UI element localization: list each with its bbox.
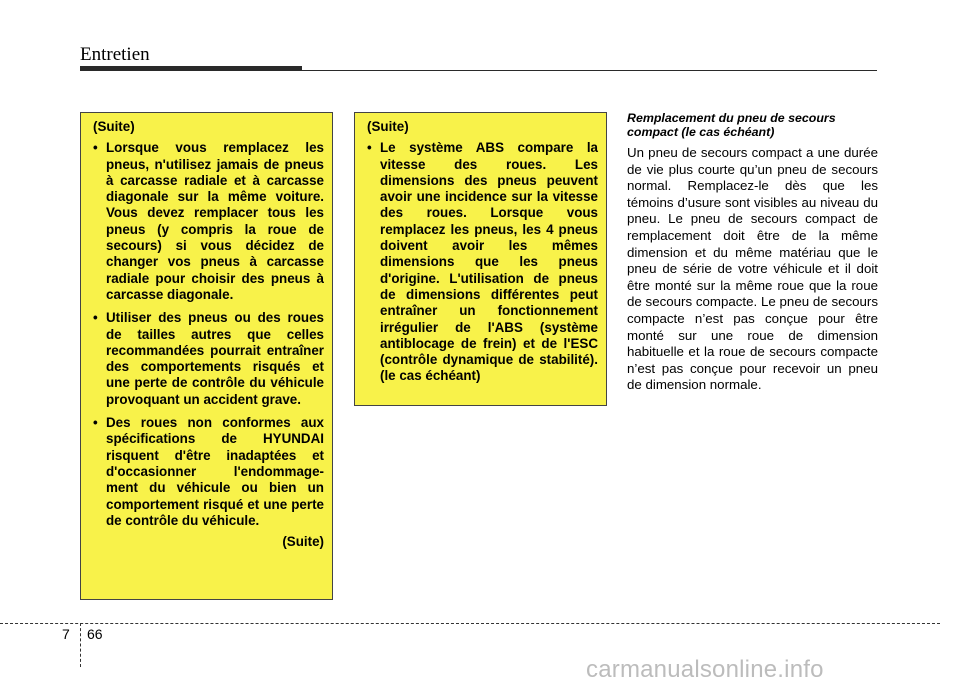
- page-number: 66: [87, 626, 103, 642]
- warning-bullet-list: [365, 140, 598, 384]
- section-paragraph: Un pneu de secours compact a une durée de vie plus courte qu’un pneu de secours normal. Remplacez-le dès que les témoins d’usure sont visibles au niveau du pneu. Le pneu de secours compact de remplacement doit être de la même dimension et du même matériau que le pneu de série de votre véhicule et il doit être monté sur la même roue que la roue de secours compacte. Le pneu de secours compacte n’est pas conçue pour être monté sur une roue de dimension habituelle et la roue de secours compacte n’est pas conçue pour recevoir un pneu de dimension normale.: [627, 145, 878, 393]
- warning-bullet: • Lorsque vous remplacez les pneus, n'utilisez jamais de pneus à carcasse radiale et à carcasse diagonale sur la même voiture. Vous devez remplacer tous les pneus (y compris la roue de secours) si vous décidez de changer vos pneus à carcasse radiale pour choisir des pneus à carcasse diagonale.: [91, 140, 324, 303]
- header-rule-thin: [300, 70, 877, 71]
- chapter-number: 7: [62, 626, 70, 642]
- warning-box-left: [80, 112, 333, 600]
- section-subheading: Remplacement du pneu de secours compact (le cas échéant): [627, 111, 836, 139]
- header-title: Entretien: [80, 44, 150, 65]
- footer-rule: [0, 623, 940, 624]
- warning-bullet: • Utiliser des pneus ou des roues de tailles autres que celles recommandées pourrait entraîner des comportements risqués et une perte de contrôle du véhicule provoquant un accident grave.: [91, 310, 324, 408]
- right-column: [627, 111, 878, 394]
- warning-bullet-list: [91, 140, 324, 529]
- header-rule-thick: [80, 66, 302, 71]
- warning-box-heading: (Suite): [93, 119, 135, 134]
- warning-box-middle: [354, 112, 607, 406]
- warning-box-heading: (Suite): [367, 119, 409, 134]
- warning-bullet: • Des roues non conformes aux spécifications de HYUNDAI risquent d'être inadaptées et d'occasionner l'endommage- ment du véhicule ou bien un comportement risqué et une perte de contrôle du véhicule.: [91, 415, 324, 529]
- warning-bullet: • Le système ABS compare la vitesse des roues. Les dimensions des pneus peuvent avoir une incidence sur la vitesse des roues. Lorsque vous remplacez les pneus, les 4 pneus doivent avoir les mêmes dimensions que les pneus d'origine. L'utilisation de pneus de dimensions différentes peut entraîner un fonctionnement irrégulier de l'ABS (système antiblocage de frein) et de l'ESC (contrôle dynamique de stabilité). (le cas échéant): [365, 140, 598, 384]
- footer-divider: [80, 623, 81, 667]
- warning-box-continued: (Suite): [282, 534, 324, 550]
- watermark-text: carmanualsonline.info: [586, 656, 824, 683]
